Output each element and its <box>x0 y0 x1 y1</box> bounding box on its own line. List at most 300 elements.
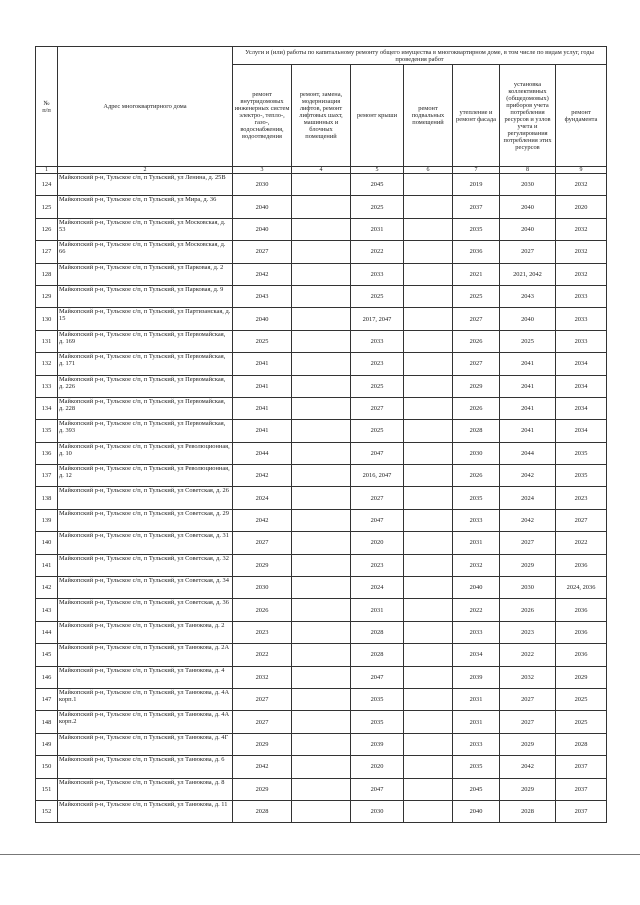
row-number: 141 <box>36 554 58 576</box>
row-service-year-4 <box>404 397 453 419</box>
row-service-year-5: 2028 <box>453 420 500 442</box>
row-service-year-1: 2029 <box>233 778 292 800</box>
row-service-year-7: 2032 <box>556 263 607 285</box>
row-service-year-1: 2041 <box>233 353 292 375</box>
row-number: 138 <box>36 487 58 509</box>
row-service-year-4 <box>404 442 453 464</box>
row-number: 125 <box>36 196 58 218</box>
row-service-year-3: 2039 <box>351 733 404 755</box>
row-service-year-3: 2025 <box>351 420 404 442</box>
row-service-year-2 <box>292 487 351 509</box>
row-service-year-5: 2026 <box>453 397 500 419</box>
row-service-year-7: 2027 <box>556 509 607 531</box>
row-service-year-5: 2031 <box>453 532 500 554</box>
row-service-year-7: 2025 <box>556 711 607 733</box>
header-col-num: № п/п <box>36 47 58 167</box>
row-service-year-2 <box>292 174 351 196</box>
row-number: 130 <box>36 308 58 330</box>
header-service-4: ремонт подвальных помещений <box>404 65 453 167</box>
row-service-year-6: 2042 <box>500 509 556 531</box>
table-row <box>36 644 607 666</box>
row-service-year-7: 2033 <box>556 308 607 330</box>
table-row <box>36 397 607 419</box>
row-number: 132 <box>36 353 58 375</box>
row-address: Майкопский р-н, Тульское с/п, п Тульский, ул Танюкова, д. 4А корп.1 <box>58 688 233 710</box>
row-address: Майкопский р-н, Тульское с/п, п Тульский, ул Революционная, д. 12 <box>58 465 233 487</box>
row-address: Майкопский р-н, Тульское с/п, п Тульский, ул Московская, д. 53 <box>58 218 233 240</box>
row-service-year-2 <box>292 509 351 531</box>
row-address: Майкопский р-н, Тульское с/п, п Тульский, ул Первомайская, д. 226 <box>58 375 233 397</box>
row-service-year-6: 2027 <box>500 688 556 710</box>
row-service-year-3: 2031 <box>351 218 404 240</box>
column-index: 4 <box>292 167 351 174</box>
table-row <box>36 577 607 599</box>
row-service-year-7: 2020 <box>556 196 607 218</box>
row-service-year-5: 2036 <box>453 241 500 263</box>
table-row <box>36 733 607 755</box>
row-service-year-6: 2027 <box>500 532 556 554</box>
row-service-year-7: 2029 <box>556 666 607 688</box>
row-service-year-5: 2035 <box>453 487 500 509</box>
row-address: Майкопский р-н, Тульское с/п, п Тульский, ул Танюкова, д. 11 <box>58 800 233 822</box>
row-number: 133 <box>36 375 58 397</box>
table-row <box>36 688 607 710</box>
table-row <box>36 218 607 240</box>
row-service-year-6: 2023 <box>500 621 556 643</box>
row-service-year-5: 2019 <box>453 174 500 196</box>
row-service-year-3: 2024 <box>351 577 404 599</box>
row-address: Майкопский р-н, Тульское с/п, п Тульский, ул Первомайская, д. 393 <box>58 420 233 442</box>
row-service-year-6: 2041 <box>500 353 556 375</box>
row-service-year-6: 2042 <box>500 465 556 487</box>
row-service-year-4 <box>404 353 453 375</box>
row-number: 134 <box>36 397 58 419</box>
row-address: Майкопский р-н, Тульское с/п, п Тульский, ул Танюкова, д. 4 <box>58 666 233 688</box>
row-service-year-1: 2044 <box>233 442 292 464</box>
row-service-year-1: 2042 <box>233 509 292 531</box>
row-service-year-4 <box>404 196 453 218</box>
row-service-year-3: 2025 <box>351 196 404 218</box>
row-service-year-6: 2028 <box>500 800 556 822</box>
row-service-year-1: 2041 <box>233 375 292 397</box>
row-service-year-3: 2022 <box>351 241 404 263</box>
row-service-year-1: 2024 <box>233 487 292 509</box>
row-service-year-1: 2027 <box>233 688 292 710</box>
row-number: 142 <box>36 577 58 599</box>
table-row <box>36 666 607 688</box>
row-service-year-5: 2033 <box>453 621 500 643</box>
row-service-year-6: 2040 <box>500 308 556 330</box>
row-service-year-4 <box>404 174 453 196</box>
row-address: Майкопский р-н, Тульское с/п, п Тульский, ул Первомайская, д. 171 <box>58 353 233 375</box>
row-address: Майкопский р-н, Тульское с/п, п Тульский, ул Танюкова, д. 2 <box>58 621 233 643</box>
row-service-year-7: 2036 <box>556 599 607 621</box>
row-service-year-5: 2021 <box>453 263 500 285</box>
row-service-year-6: 2024 <box>500 487 556 509</box>
row-service-year-4 <box>404 308 453 330</box>
row-address: Майкопский р-н, Тульское с/п, п Тульский, ул Парковая, д. 2 <box>58 263 233 285</box>
header-service-1: ремонт внутридомовых инженерных систем электро-, тепло-, газо-, водоснабжения, водоотведения <box>233 65 292 167</box>
row-service-year-4 <box>404 554 453 576</box>
row-service-year-1: 2032 <box>233 666 292 688</box>
row-service-year-7: 2032 <box>556 241 607 263</box>
row-number: 145 <box>36 644 58 666</box>
row-service-year-1: 2041 <box>233 397 292 419</box>
row-service-year-3: 2027 <box>351 397 404 419</box>
column-index: 5 <box>351 167 404 174</box>
row-service-year-3: 2027 <box>351 487 404 509</box>
row-service-year-7: 2037 <box>556 800 607 822</box>
table-row <box>36 465 607 487</box>
row-service-year-2 <box>292 465 351 487</box>
row-service-year-6: 2026 <box>500 599 556 621</box>
row-service-year-2 <box>292 644 351 666</box>
row-service-year-5: 2027 <box>453 308 500 330</box>
row-number: 149 <box>36 733 58 755</box>
row-service-year-1: 2042 <box>233 465 292 487</box>
row-service-year-2 <box>292 577 351 599</box>
column-index: 7 <box>453 167 500 174</box>
row-service-year-1: 2026 <box>233 599 292 621</box>
row-address: Майкопский р-н, Тульское с/п, п Тульский, ул Советская, д. 36 <box>58 599 233 621</box>
header-group-title: Услуги и (или) работы по капитальному ремонту общего имущества в многоквартирном доме, в том числе по видам услуг, годы проведения работ <box>233 47 607 65</box>
row-service-year-6: 2040 <box>500 218 556 240</box>
row-service-year-6: 2042 <box>500 756 556 778</box>
row-number: 151 <box>36 778 58 800</box>
row-service-year-2 <box>292 554 351 576</box>
row-service-year-6: 2044 <box>500 442 556 464</box>
row-service-year-2 <box>292 800 351 822</box>
row-service-year-3: 2020 <box>351 532 404 554</box>
row-number: 150 <box>36 756 58 778</box>
row-service-year-5: 2035 <box>453 218 500 240</box>
row-service-year-4 <box>404 756 453 778</box>
row-service-year-7: 2034 <box>556 375 607 397</box>
row-service-year-3: 2023 <box>351 353 404 375</box>
table-row <box>36 330 607 352</box>
row-service-year-3: 2017, 2047 <box>351 308 404 330</box>
row-service-year-5: 2025 <box>453 285 500 307</box>
row-service-year-1: 2027 <box>233 241 292 263</box>
row-service-year-7: 2032 <box>556 218 607 240</box>
table-body <box>36 174 607 823</box>
row-number: 152 <box>36 800 58 822</box>
row-service-year-6: 2029 <box>500 554 556 576</box>
row-service-year-6: 2022 <box>500 644 556 666</box>
row-number: 136 <box>36 442 58 464</box>
row-service-year-5: 2037 <box>453 196 500 218</box>
row-service-year-4 <box>404 800 453 822</box>
row-address: Майкопский р-н, Тульское с/п, п Тульский, ул Танюкова, д. 4Г <box>58 733 233 755</box>
column-index-row <box>36 167 607 174</box>
table-row <box>36 800 607 822</box>
row-service-year-1: 2028 <box>233 800 292 822</box>
row-address: Майкопский р-н, Тульское с/п, п Тульский, ул Советская, д. 29 <box>58 509 233 531</box>
row-service-year-2 <box>292 353 351 375</box>
table-row <box>36 241 607 263</box>
row-service-year-2 <box>292 442 351 464</box>
row-service-year-1: 2041 <box>233 420 292 442</box>
row-service-year-3: 2047 <box>351 509 404 531</box>
row-service-year-7: 2037 <box>556 756 607 778</box>
row-service-year-5: 2026 <box>453 465 500 487</box>
row-service-year-7: 2022 <box>556 532 607 554</box>
row-service-year-3: 2035 <box>351 711 404 733</box>
row-service-year-4 <box>404 688 453 710</box>
row-address: Майкопский р-н, Тульское с/п, п Тульский, ул Советская, д. 31 <box>58 532 233 554</box>
row-service-year-3: 2047 <box>351 666 404 688</box>
table-row <box>36 756 607 778</box>
row-service-year-7: 2035 <box>556 465 607 487</box>
table-row <box>36 263 607 285</box>
row-service-year-3: 2025 <box>351 375 404 397</box>
row-service-year-5: 2045 <box>453 778 500 800</box>
row-service-year-1: 2030 <box>233 174 292 196</box>
row-number: 126 <box>36 218 58 240</box>
row-address: Майкопский р-н, Тульское с/п, п Тульский, ул Московская, д. 66 <box>58 241 233 263</box>
row-service-year-2 <box>292 397 351 419</box>
row-service-year-5: 2027 <box>453 353 500 375</box>
row-service-year-3: 2028 <box>351 644 404 666</box>
row-address: Майкопский р-н, Тульское с/п, п Тульский, ул Танюкова, д. 8 <box>58 778 233 800</box>
header-service-6: установка коллективных (общедомовых) приборов учета потребления ресурсов и узлов учета и регулирования потребления этих ресурсов <box>500 65 556 167</box>
row-number: 127 <box>36 241 58 263</box>
row-service-year-7: 2032 <box>556 174 607 196</box>
table-row <box>36 285 607 307</box>
row-service-year-1: 2040 <box>233 218 292 240</box>
row-service-year-1: 2027 <box>233 711 292 733</box>
row-service-year-4 <box>404 375 453 397</box>
row-service-year-2 <box>292 308 351 330</box>
row-service-year-2 <box>292 733 351 755</box>
column-index: 1 <box>36 167 58 174</box>
row-number: 129 <box>36 285 58 307</box>
row-service-year-4 <box>404 285 453 307</box>
row-service-year-4 <box>404 330 453 352</box>
table-row <box>36 196 607 218</box>
row-service-year-7: 2034 <box>556 397 607 419</box>
row-service-year-2 <box>292 756 351 778</box>
row-service-year-3: 2045 <box>351 174 404 196</box>
row-service-year-7: 2037 <box>556 778 607 800</box>
column-index: 9 <box>556 167 607 174</box>
header-col-address: Адрес многоквартирного дома <box>58 47 233 167</box>
row-service-year-5: 2031 <box>453 711 500 733</box>
table-row <box>36 375 607 397</box>
row-service-year-3: 2031 <box>351 599 404 621</box>
row-service-year-3: 2033 <box>351 330 404 352</box>
row-service-year-4 <box>404 420 453 442</box>
row-number: 148 <box>36 711 58 733</box>
row-number: 146 <box>36 666 58 688</box>
row-service-year-2 <box>292 330 351 352</box>
row-service-year-5: 2040 <box>453 800 500 822</box>
row-service-year-1: 2029 <box>233 554 292 576</box>
row-service-year-4 <box>404 532 453 554</box>
table-row <box>36 599 607 621</box>
row-service-year-1: 2023 <box>233 621 292 643</box>
row-service-year-4 <box>404 487 453 509</box>
header-service-7: ремонт фундамента <box>556 65 607 167</box>
row-service-year-3: 2033 <box>351 263 404 285</box>
row-number: 140 <box>36 532 58 554</box>
row-address: Майкопский р-н, Тульское с/п, п Тульский, ул Советская, д. 26 <box>58 487 233 509</box>
row-service-year-4 <box>404 577 453 599</box>
row-service-year-5: 2039 <box>453 666 500 688</box>
page-bottom-rule <box>0 854 640 855</box>
row-service-year-1: 2029 <box>233 733 292 755</box>
row-service-year-2 <box>292 285 351 307</box>
row-service-year-6: 2027 <box>500 711 556 733</box>
row-service-year-7: 2034 <box>556 353 607 375</box>
row-service-year-4 <box>404 621 453 643</box>
row-service-year-7: 2028 <box>556 733 607 755</box>
row-address: Майкопский р-н, Тульское с/п, п Тульский, ул Танюкова, д. 6 <box>58 756 233 778</box>
row-service-year-4 <box>404 733 453 755</box>
column-index: 3 <box>233 167 292 174</box>
row-address: Майкопский р-н, Тульское с/п, п Тульский, ул Революционная, д. 10 <box>58 442 233 464</box>
row-service-year-4 <box>404 241 453 263</box>
row-service-year-2 <box>292 532 351 554</box>
row-service-year-5: 2034 <box>453 644 500 666</box>
row-service-year-3: 2047 <box>351 778 404 800</box>
row-service-year-1: 2030 <box>233 577 292 599</box>
row-address: Майкопский р-н, Тульское с/п, п Тульский, ул Советская, д. 34 <box>58 577 233 599</box>
row-number: 137 <box>36 465 58 487</box>
table-row <box>36 711 607 733</box>
row-service-year-6: 2027 <box>500 241 556 263</box>
row-service-year-7: 2036 <box>556 554 607 576</box>
row-number: 147 <box>36 688 58 710</box>
row-service-year-6: 2041 <box>500 397 556 419</box>
row-address: Майкопский р-н, Тульское с/п, п Тульский, ул Первомайская, д. 228 <box>58 397 233 419</box>
row-service-year-6: 2029 <box>500 778 556 800</box>
row-address: Майкопский р-н, Тульское с/п, п Тульский, ул Ленина, д. 25В <box>58 174 233 196</box>
row-service-year-6: 2040 <box>500 196 556 218</box>
row-service-year-7: 2036 <box>556 621 607 643</box>
row-address: Майкопский р-н, Тульское с/п, п Тульский, ул Танюкова, д. 4А корп.2 <box>58 711 233 733</box>
row-service-year-3: 2028 <box>351 621 404 643</box>
row-service-year-1: 2027 <box>233 532 292 554</box>
table-row <box>36 621 607 643</box>
table-row <box>36 778 607 800</box>
row-service-year-6: 2043 <box>500 285 556 307</box>
row-service-year-4 <box>404 218 453 240</box>
row-service-year-3: 2020 <box>351 756 404 778</box>
capital-repair-schedule-table <box>35 46 607 823</box>
row-number: 144 <box>36 621 58 643</box>
row-service-year-1: 2042 <box>233 263 292 285</box>
row-service-year-5: 2022 <box>453 599 500 621</box>
row-service-year-5: 2026 <box>453 330 500 352</box>
row-service-year-5: 2035 <box>453 756 500 778</box>
table-row <box>36 174 607 196</box>
row-service-year-7: 2033 <box>556 285 607 307</box>
row-service-year-1: 2042 <box>233 756 292 778</box>
column-index: 6 <box>404 167 453 174</box>
table-row <box>36 532 607 554</box>
table-row <box>36 509 607 531</box>
row-service-year-7: 2033 <box>556 330 607 352</box>
row-service-year-1: 2022 <box>233 644 292 666</box>
row-service-year-3: 2030 <box>351 800 404 822</box>
row-service-year-2 <box>292 241 351 263</box>
row-service-year-2 <box>292 375 351 397</box>
row-service-year-5: 2040 <box>453 577 500 599</box>
table-header <box>36 47 607 174</box>
row-service-year-4 <box>404 644 453 666</box>
row-number: 143 <box>36 599 58 621</box>
row-service-year-2 <box>292 621 351 643</box>
row-service-year-2 <box>292 599 351 621</box>
row-number: 131 <box>36 330 58 352</box>
row-service-year-2 <box>292 778 351 800</box>
row-service-year-6: 2041 <box>500 375 556 397</box>
row-service-year-5: 2030 <box>453 442 500 464</box>
row-service-year-7: 2024, 2036 <box>556 577 607 599</box>
row-service-year-4 <box>404 711 453 733</box>
table-row <box>36 487 607 509</box>
row-service-year-5: 2031 <box>453 688 500 710</box>
table-row <box>36 442 607 464</box>
row-service-year-4 <box>404 465 453 487</box>
row-service-year-2 <box>292 263 351 285</box>
row-address: Майкопский р-н, Тульское с/п, п Тульский, ул Парковая, д. 9 <box>58 285 233 307</box>
row-number: 128 <box>36 263 58 285</box>
row-service-year-6: 2030 <box>500 174 556 196</box>
row-service-year-4 <box>404 599 453 621</box>
row-service-year-5: 2033 <box>453 509 500 531</box>
header-service-3: ремонт крыши <box>351 65 404 167</box>
row-address: Майкопский р-н, Тульское с/п, п Тульский, ул Советская, д. 32 <box>58 554 233 576</box>
header-service-5: утепление и ремонт фасада <box>453 65 500 167</box>
table-row <box>36 554 607 576</box>
row-number: 124 <box>36 174 58 196</box>
row-service-year-2 <box>292 196 351 218</box>
row-address: Майкопский р-н, Тульское с/п, п Тульский, ул Партизанская, д. 15 <box>58 308 233 330</box>
row-service-year-4 <box>404 263 453 285</box>
row-number: 139 <box>36 509 58 531</box>
column-index: 2 <box>58 167 233 174</box>
table-row <box>36 353 607 375</box>
header-service-2: ремонт, замена, модернизация лифтов, ремонт лифтовых шахт, машинных и блочных помещений <box>292 65 351 167</box>
row-address: Майкопский р-н, Тульское с/п, п Тульский, ул Первомайская, д. 169 <box>58 330 233 352</box>
row-service-year-1: 2043 <box>233 285 292 307</box>
row-service-year-3: 2047 <box>351 442 404 464</box>
row-service-year-4 <box>404 778 453 800</box>
row-service-year-2 <box>292 666 351 688</box>
row-number: 135 <box>36 420 58 442</box>
row-service-year-6: 2025 <box>500 330 556 352</box>
column-index: 8 <box>500 167 556 174</box>
row-service-year-3: 2025 <box>351 285 404 307</box>
row-service-year-6: 2030 <box>500 577 556 599</box>
row-service-year-1: 2025 <box>233 330 292 352</box>
row-service-year-6: 2032 <box>500 666 556 688</box>
row-service-year-7: 2023 <box>556 487 607 509</box>
row-service-year-5: 2033 <box>453 733 500 755</box>
row-service-year-4 <box>404 509 453 531</box>
row-service-year-2 <box>292 218 351 240</box>
table-row <box>36 308 607 330</box>
row-service-year-2 <box>292 688 351 710</box>
row-service-year-7: 2034 <box>556 420 607 442</box>
row-service-year-7: 2035 <box>556 442 607 464</box>
table-row <box>36 420 607 442</box>
row-service-year-1: 2040 <box>233 196 292 218</box>
row-service-year-3: 2023 <box>351 554 404 576</box>
row-service-year-5: 2029 <box>453 375 500 397</box>
